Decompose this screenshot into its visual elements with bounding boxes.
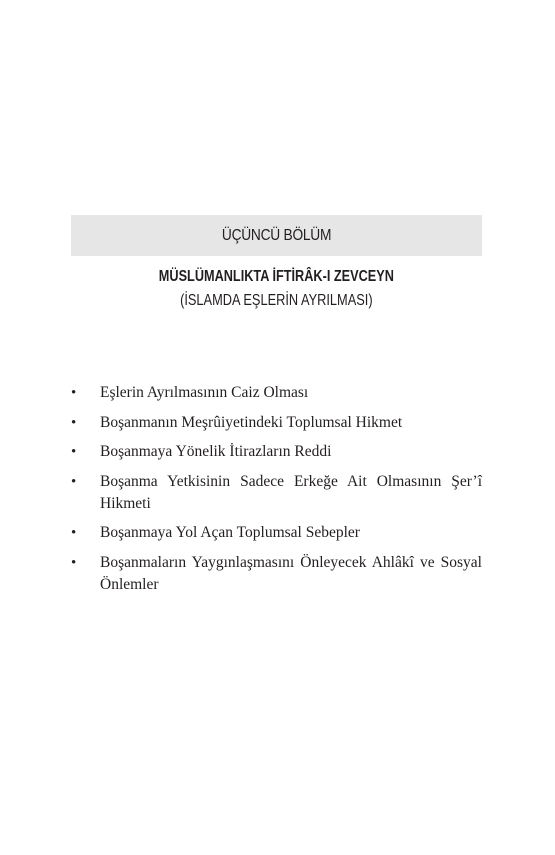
section-label: ÜÇÜNCÜ BÖLÜM [221, 226, 332, 244]
bullet-icon: • [71, 444, 77, 460]
topic-text: Boşanmaların Yaygınlaşmasını Önleyecek Ahlâkî ve Sosyal Önlemler [100, 553, 482, 593]
topic-text: Eşlerin Ayrılmasının Caiz Olması [100, 384, 309, 401]
topic-item [71, 471, 482, 515]
chapter-subtitle-text: (İSLAMDA EŞLERİN AYRILMASI) [180, 292, 373, 309]
topic-item [71, 522, 482, 544]
topic-text: Boşanmaya Yönelik İtirazların Reddi [100, 443, 332, 460]
topic-text: Boşanmanın Meşrûiyetindeki Toplumsal Hikmet [100, 413, 403, 431]
bullet-icon: • [71, 385, 77, 401]
topic-item [71, 441, 482, 463]
topic-item [71, 382, 482, 404]
bullet-icon: • [71, 473, 77, 490]
topic-item [71, 552, 482, 596]
section-header-band [71, 215, 482, 256]
topic-list [71, 382, 482, 603]
topic-item [71, 412, 482, 434]
topic-text: Boşanma Yetkisinin Sadece Erkeğe Ait Olmasının Şer’î Hikmeti [100, 472, 482, 512]
bullet-icon: • [71, 554, 77, 571]
bullet-icon: • [71, 525, 77, 541]
chapter-subtitle [71, 292, 482, 310]
topic-text: Boşanmaya Yol Açan Toplumsal Sebepler [100, 524, 360, 541]
chapter-title [71, 268, 482, 286]
chapter-title-text: MÜSLÜMANLIKTA İFTİRÂK-I ZEVCEYN [158, 268, 395, 285]
bullet-icon: • [71, 414, 77, 431]
